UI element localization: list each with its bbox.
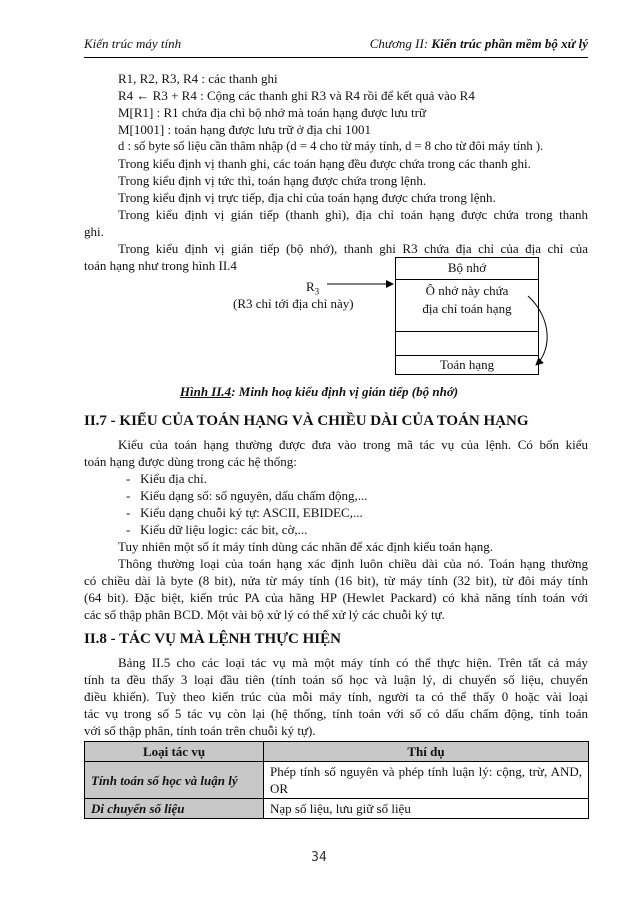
list-item: - Kiểu dạng chuỗi ký tự: ASCII, EBIDEC,...	[126, 505, 363, 520]
header-chapter-title: Kiến trúc phần mềm bộ xử lý	[431, 36, 588, 51]
list-item: - Kiểu dạng số: số nguyên, dấu chấm động,...	[126, 488, 368, 503]
paragraph-line: các số thập phân BCD. Một vài bộ xử lý có thể xử lý các chuỗi ký tự.	[84, 607, 445, 622]
figure-caption-text: : Minh hoạ kiểu định vị gián tiếp (bộ nhớ)	[231, 384, 459, 399]
paragraph-line: Trong kiểu định vị gián tiếp (thanh ghi), địa chỉ toán hạng được chứa trong thanh	[118, 207, 588, 222]
paragraph-line: với số thập phân, tính toán trên chuỗi ký tự).	[84, 723, 316, 738]
def-line: R1, R2, R3, R4 : các thanh ghi	[118, 71, 278, 86]
paragraph-line: Kiểu của toán hạng thường được đưa vào trong mã tác vụ của lệnh. Có bốn kiểu	[118, 437, 588, 452]
paragraph-line: có chiều dài là byte (8 bit), nửa từ máy tính (16 bit), từ máy tính (32 bit), từ đôi máy tính	[84, 573, 588, 588]
header-book-title: Kiến trúc máy tính	[84, 36, 182, 51]
mode-line: Trong kiểu định vị tức thì, toán hạng được chứa trong lệnh.	[118, 173, 427, 188]
table-cell-example: Phép tính số nguyên và phép tính luận lý: cộng, trừ, AND, OR	[264, 762, 589, 799]
mode-line: Trong kiểu định vị trực tiếp, địa chỉ của toán hạng được chứa trong lệnh.	[118, 190, 496, 205]
paragraph-line: tác vụ trong số 5 tác vụ còn lại (hệ thống, tính toán với số có dấu chấm động, tính toán	[84, 706, 588, 721]
list-item-text: Kiểu dữ liệu logic: các bit, cờ,...	[140, 522, 308, 537]
register-note: (R3 chỉ tới địa chỉ này)	[233, 296, 354, 311]
def-line: R4 ← R3 + R4 : Cộng các thanh ghi R3 và R4 rồi để kết quả vào R4	[118, 88, 475, 103]
page-number: 34	[311, 850, 327, 865]
header-chapter-number: Chương II:	[369, 36, 429, 51]
paragraph-line: toán hạng như trong hình II.4	[84, 258, 237, 273]
list-item-text: Kiểu địa chỉ.	[140, 471, 207, 486]
paragraph-line: tính ta đều thấy 3 loại đầu tiên (tính toán số học và luận lý, di chuyển số liệu, chuyển	[84, 672, 588, 687]
memory-cell-line: địa chỉ toán hạng	[422, 301, 512, 316]
list-item-text: Kiểu dạng chuỗi ký tự: ASCII, EBIDEC,...	[140, 505, 363, 520]
section-heading: II.7 - KIỂU CỦA TOÁN HẠNG VÀ CHIỀU DÀI CỦA TOÁN HẠNG	[84, 413, 529, 429]
def-line: d : số byte số liệu cần thâm nhập (d = 4 cho từ máy tính, d = 8 cho từ đôi máy tính ).	[118, 139, 544, 153]
def-line: M[1001] : toán hạng được lưu trữ ở địa chỉ 1001	[118, 122, 371, 137]
mode-line: Trong kiểu định vị thanh ghi, các toán hạng đều được chứa trong các thanh ghi.	[118, 156, 531, 171]
table-row	[85, 762, 589, 799]
table-cell-kind: Di chuyển số liệu	[85, 799, 264, 819]
paragraph-line: ghi.	[84, 224, 104, 239]
table-header-cell: Thí dụ	[264, 742, 589, 762]
register-subscript: 3	[314, 286, 320, 297]
list-item-text: Kiểu dạng số: số nguyên, dấu chấm động,...	[140, 488, 368, 503]
table-cell-kind: Tính toán số học và luận lý	[85, 762, 264, 799]
paragraph-line: (64 bit). Đặc biệt, kiến trúc PA của hãng HP (Hewlet Packard) có khả năng tính toán với	[84, 590, 588, 605]
table-cell-example: Nạp số liệu, lưu giữ số liệu	[264, 799, 589, 819]
paragraph-line: Trong kiểu định vị gián tiếp (bộ nhớ), thanh ghi R3 chứa địa chỉ của địa chỉ của	[118, 241, 588, 256]
paragraph-line: điều khiển). Tuỳ theo kiến trúc của mỗi máy tính, người ta có thể thấy 0 hoặc vài loại	[84, 689, 588, 704]
paragraph-line: Thông thường loại của toán hạng xác định luôn chiều dài của nó. Toán hạng thường	[118, 556, 588, 571]
table-header-row	[85, 742, 589, 762]
figure-caption-ref: Hình II.4	[179, 384, 232, 399]
memory-label: Bộ nhớ	[447, 260, 487, 275]
figure-caption	[0, 384, 638, 400]
paragraph-line: Bảng II.5 cho các loại tác vụ mà một máy tính có thể thực hiện. Trên tất cả máy	[118, 655, 588, 670]
paragraph-line: Tuy nhiên một số ít máy tính dùng các nhãn để xác định kiểu toán hạng.	[118, 539, 494, 554]
table-header-cell: Loại tác vụ	[85, 742, 264, 762]
register-name: R	[306, 279, 315, 294]
paragraph-line: toán hạng được dùng trong các hệ thống:	[84, 454, 297, 469]
indirection-arrow	[528, 296, 547, 365]
list-item: - Kiểu dữ liệu logic: các bit, cờ,...	[126, 522, 308, 537]
memory-cell-line: Ô nhớ này chứa	[425, 283, 509, 298]
table-row	[85, 799, 589, 819]
operation-types-table	[84, 741, 589, 819]
section-heading: II.8 - TÁC VỤ MÀ LỆNH THỰC HIỆN	[84, 631, 341, 647]
def-line: M[R1] : R1 chứa địa chỉ bộ nhớ mà toán hạng được lưu trữ	[118, 105, 427, 120]
list-item: - Kiểu địa chỉ.	[126, 471, 207, 486]
operand-label: Toán hạng	[439, 357, 495, 372]
